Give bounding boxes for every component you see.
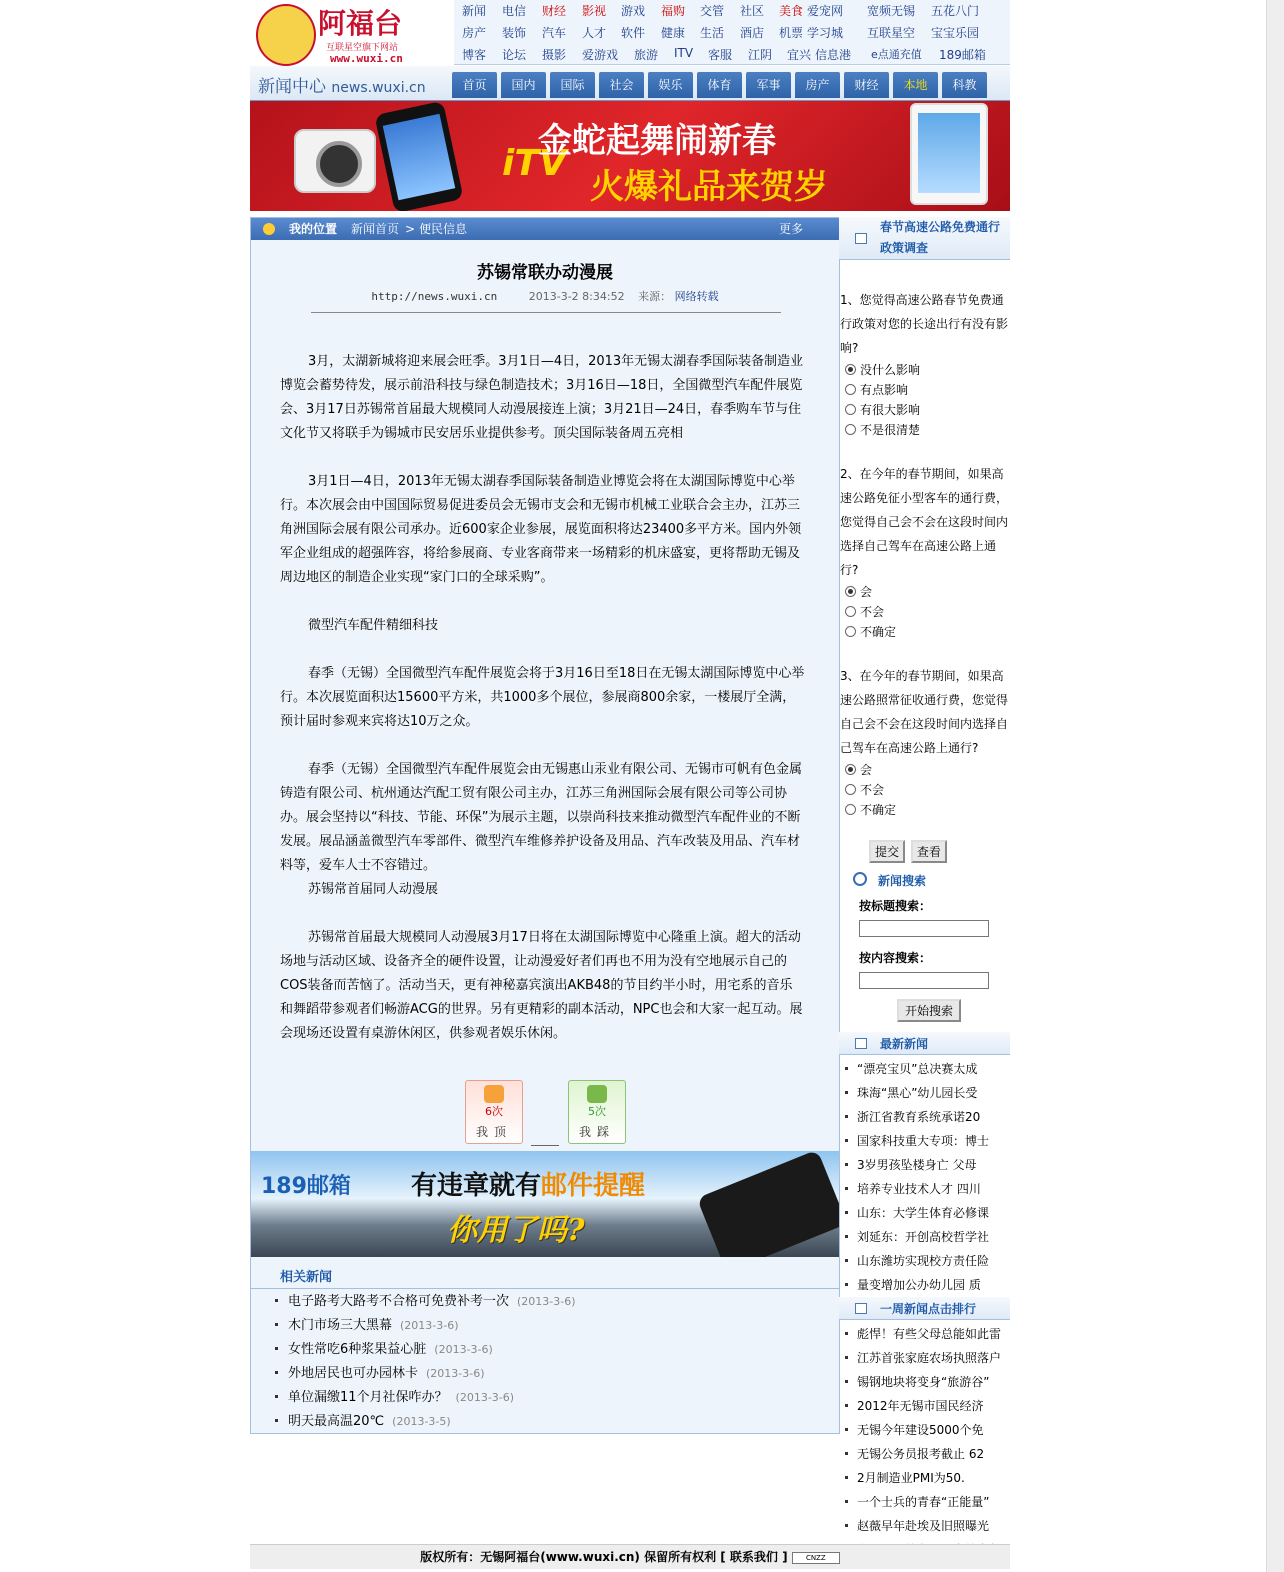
related-date: (2013-3-5)	[392, 1415, 451, 1428]
tab-domestic[interactable]: 国内	[501, 72, 546, 98]
top-links-panel	[454, 0, 1010, 65]
ad-line-1-a: 有违章就有	[411, 1171, 542, 1201]
logo-text: 阿福台	[318, 7, 403, 40]
search-header	[839, 869, 1010, 891]
poll-option[interactable]	[839, 602, 1010, 622]
poll-option-label: 不确定	[860, 803, 897, 817]
site-footer	[250, 1544, 1010, 1569]
list-item[interactable]	[273, 1290, 833, 1314]
article-paragraph: 3月，太湖新城将迎来展会旺季。3月1日—4日，2013年无锡太湖春季国际装备制造业博览会蓄势待发，展示前沿科技与绿色制造技术；3月16日—18日，全国微型汽车配件展览会、3月17日苏锡常首届最大规模同人动漫展接连上演；3月21日—24日，春季购车节与住文化节又将联手为锡城市民安居乐业提供参考。顶尖国际装备周五亮相	[280, 354, 804, 441]
news-link[interactable]: 国家科技重大专项：博士	[857, 1134, 990, 1148]
top-links-row-1	[454, 2, 991, 24]
related-title[interactable]: 木门市场三大黑幕	[288, 1318, 393, 1333]
article-subheading: 苏锡常首届同人动漫展	[308, 882, 439, 897]
poll-option-label: 不确定	[860, 625, 897, 639]
channel-tabs	[452, 72, 991, 98]
bullet-icon	[845, 1235, 848, 1238]
latest-news-title: 最新新闻	[880, 1037, 929, 1051]
radio-checked-icon[interactable]	[845, 764, 856, 775]
bullet-icon	[845, 1211, 848, 1214]
tab-local[interactable]: 本地	[893, 72, 938, 98]
related-news-list	[273, 1290, 833, 1434]
list-item[interactable]	[273, 1362, 833, 1386]
search-content-input[interactable]	[859, 972, 989, 989]
poll-option[interactable]	[839, 380, 1010, 400]
related-news-header	[251, 1262, 839, 1289]
top-links-row-3	[454, 46, 999, 68]
tab-society[interactable]: 社会	[599, 72, 644, 98]
tab-sports[interactable]: 体育	[697, 72, 742, 98]
vote-divider	[531, 1145, 559, 1146]
top-link[interactable]: 爱宠网	[807, 4, 844, 18]
news-link[interactable]: 山东：大学生体育必修课	[857, 1206, 990, 1220]
top-link[interactable]: 客服	[708, 48, 733, 62]
bullet-icon	[275, 1395, 278, 1398]
search-title: 新闻搜索	[878, 874, 927, 888]
bullet-icon	[845, 1380, 848, 1383]
radio-icon[interactable]	[845, 606, 856, 617]
list-item[interactable]	[839, 1394, 1010, 1418]
breadcrumb-current-link[interactable]: 便民信息	[419, 222, 468, 236]
search-title-input[interactable]	[859, 920, 989, 937]
top-links-row-2	[454, 24, 991, 46]
poll-buttons	[839, 840, 1010, 863]
top-link[interactable]: 美食	[779, 4, 804, 18]
article-meta	[251, 288, 839, 304]
top-link[interactable]: 互联星空	[867, 26, 916, 40]
poll-submit-button[interactable]: 提交	[869, 840, 905, 863]
vote-up-count: 6次	[485, 1105, 503, 1118]
tab-home[interactable]: 首页	[452, 72, 497, 98]
list-item[interactable]	[839, 1177, 1010, 1201]
window-scrollbar[interactable]	[1266, 0, 1284, 1572]
radio-checked-icon[interactable]	[845, 364, 856, 375]
bullet-icon	[845, 1452, 848, 1455]
related-news-title: 相关新闻	[280, 1270, 333, 1285]
top-link[interactable]: 福购	[661, 4, 686, 18]
ad-line-2: 你用了吗?	[447, 1213, 585, 1248]
ad-line-1	[411, 1165, 645, 1202]
top-link[interactable]: 人才	[582, 26, 607, 40]
news-link[interactable]: 浙江省教育系统承诺20	[857, 1110, 981, 1124]
bullet-icon	[275, 1371, 278, 1374]
tab-entertainment[interactable]: 娱乐	[648, 72, 693, 98]
poll-option[interactable]	[839, 760, 1010, 780]
news-link[interactable]: “漂亮宝贝”总决赛太成	[857, 1062, 978, 1076]
radio-icon[interactable]	[845, 784, 856, 795]
article-source[interactable]: 网络转载	[674, 290, 719, 303]
logo-slogan: 互联星空旗下网站	[326, 43, 399, 53]
radio-icon[interactable]	[845, 424, 856, 435]
search-by-content-label: 按内容搜索：	[859, 951, 932, 965]
list-item[interactable]	[839, 1057, 1010, 1081]
list-item[interactable]	[839, 1466, 1010, 1490]
poll-option-label: 会	[860, 585, 873, 599]
poll-option[interactable]	[839, 800, 1010, 820]
site-logo[interactable]	[250, 0, 450, 66]
top-link[interactable]: 宽频无锡	[867, 4, 916, 18]
related-date: (2013-3-6)	[455, 1391, 515, 1404]
tablet-icon	[910, 103, 988, 205]
bullet-icon	[845, 1283, 848, 1286]
news-link[interactable]: 江苏首张家庭农场执照落户	[857, 1351, 1002, 1365]
latest-news-list	[839, 1055, 1010, 1297]
article-date: 2013-3-2 8:34:52	[528, 290, 625, 303]
poll-option[interactable]	[839, 582, 1010, 602]
article-paragraph: 3月1日—4日，2013年无锡太湖春季国际装备制造业博览会将在太湖国际博览中心举行。本次展会由中国国际贸易促进委员会无锡市支会和无锡市机械工业联合会主办，江苏三角洲国际会展有限公司承办。近600家企业参展，展览面积将达23400多平方米。国内外领军企业组成的超强阵容，将给参展商、专业客商带来一场精彩的机床盛宴，更将帮助无锡及周边地区的制造企业实现“家门口的全球采购”。	[280, 474, 802, 585]
vote-up-button[interactable]	[465, 1080, 523, 1144]
article-title: 苏锡常联办动漫展	[477, 263, 613, 283]
article-paragraph: 苏锡常首届最大规模同人动漫展3月17日将在太湖国际博览中心隆重上演。超大的活动场地与活动区域、设备齐全的硬件设置，让动漫爱好者们再也不用为没有空地展示自己的COS装备而苦恼了。活动当天，更有神秘嘉宾演出AKB48的节目约半小时，用宅系的音乐和舞蹈带参观者们畅游ACG的世界。另有更精彩的副本活动，NPC也会和大家一起互动。展会现场还设置有桌游休闲区，供参观者娱乐休闲。	[280, 930, 803, 1041]
bullet-icon	[845, 1163, 848, 1166]
top-link[interactable]: 财经	[542, 4, 567, 18]
radio-icon[interactable]	[845, 384, 856, 395]
news-link[interactable]: 赵薇早年赴埃及旧照曝光	[857, 1519, 990, 1533]
poll-header	[839, 217, 1010, 260]
list-item[interactable]	[839, 1225, 1010, 1249]
list-item[interactable]	[839, 1514, 1010, 1538]
top-link[interactable]: 五花八门	[931, 4, 980, 18]
bullet-icon	[845, 1067, 848, 1070]
tab-military[interactable]: 军事	[746, 72, 791, 98]
bullet-icon	[845, 1428, 848, 1431]
bullet-icon	[275, 1299, 278, 1302]
camera-icon	[294, 129, 376, 193]
top-link[interactable]: 摄影	[542, 48, 567, 62]
article-site-url: http://news.wuxi.cn	[371, 290, 498, 303]
window-icon	[855, 1303, 867, 1314]
list-item[interactable]	[839, 1153, 1010, 1177]
top-link[interactable]: 装饰	[502, 26, 527, 40]
title-divider	[311, 312, 781, 313]
poll-option-label: 没什么影响	[860, 363, 921, 377]
top-link[interactable]: e点通充值	[871, 48, 922, 61]
news-link[interactable]: 刘延东：开创高校哲学社	[857, 1230, 990, 1244]
news-link[interactable]: 彪悍！有些父母总能如此雷	[857, 1327, 1002, 1341]
top-link[interactable]: 影视	[582, 4, 607, 18]
related-title[interactable]: 外地居民也可办园林卡	[288, 1366, 419, 1381]
bullet-icon	[845, 1500, 848, 1503]
poll-option[interactable]	[839, 420, 1010, 440]
weekly-rank-title: 一周新闻点击排行	[880, 1302, 977, 1316]
breadcrumb-separator: >	[405, 222, 416, 236]
top-link[interactable]: 旅游	[634, 48, 659, 62]
related-title[interactable]: 单位漏缴11个月社保咋办？	[288, 1390, 448, 1405]
tab-international[interactable]: 国际	[550, 72, 595, 98]
poll-option-label: 有很大影响	[860, 403, 921, 417]
news-link[interactable]: 无锡今年建设5000个免	[857, 1423, 984, 1437]
related-title[interactable]: 电子路考大路考不合格可免费补考一次	[288, 1294, 510, 1309]
window-icon	[855, 1038, 867, 1049]
banner-subline: 火爆礼品来贺岁	[590, 167, 828, 207]
poll-option[interactable]	[839, 780, 1010, 800]
news-link[interactable]: 珠海“黑心”幼儿园长受	[857, 1086, 978, 1100]
top-link[interactable]: 交管	[700, 4, 725, 18]
bullet-icon	[845, 1332, 848, 1335]
top-link[interactable]: 社区	[740, 4, 765, 18]
promo-banner[interactable]	[250, 101, 1010, 211]
cnzz-counter-badge[interactable]: CNZZ	[792, 1552, 840, 1564]
vote-down-label: 我踩	[578, 1125, 615, 1139]
top-link[interactable]: 汽车	[542, 26, 567, 40]
ad-line-1-b: 邮件提醒	[541, 1171, 646, 1201]
article-paragraph: 春季（无锡）全国微型汽车配件展览会由无锡惠山汞业有限公司、无锡市可帆有色金属铸造有限公司、杭州通达汽配工贸有限公司主办，江苏三角洲国际会展有限公司等公司协办。展会坚持以“科技、节能、环保”为展示主题，以崇尚科技来推动微型汽车配件业的不断发展。展品涵盖微型汽车零部件、微型汽车维修养护设备及用品、汽车改装及用品、汽车材料等，爱车人士不容错过。	[280, 762, 803, 873]
related-title[interactable]: 女性常吃6种浆果益心脏	[288, 1342, 427, 1357]
thumbs-down-icon	[587, 1085, 607, 1103]
news-link[interactable]: 2012年无锡市国民经济	[857, 1399, 984, 1413]
poll-option-label: 不会	[860, 605, 885, 619]
window-icon	[855, 233, 867, 244]
poll-option-label: 会	[860, 763, 873, 777]
list-item[interactable]	[839, 1081, 1010, 1105]
sidebar	[839, 217, 1010, 1562]
article-source-label: 来源：	[638, 290, 672, 303]
bullet-icon	[845, 1187, 848, 1190]
top-link[interactable]: 江阴	[748, 48, 773, 62]
bullet-icon	[845, 1524, 848, 1527]
list-item[interactable]	[273, 1314, 833, 1338]
mascot-icon	[256, 4, 316, 66]
top-link[interactable]: 宝宝乐园	[931, 26, 980, 40]
site-name: 新闻中心	[258, 77, 326, 97]
search-submit-button[interactable]: 开始搜索	[897, 999, 961, 1022]
location-icon	[263, 223, 275, 235]
poll-option-label: 有点影响	[860, 383, 909, 397]
bullet-icon	[275, 1347, 278, 1350]
poll-view-button[interactable]: 查看	[911, 840, 947, 863]
mail-189-logo: 189邮箱	[261, 1174, 351, 1199]
article-panel	[250, 217, 840, 1434]
list-item[interactable]	[839, 1346, 1010, 1370]
banner-headline: 金蛇起舞闹新春	[538, 121, 776, 161]
bullet-icon	[275, 1323, 278, 1326]
top-link[interactable]: 宜兴	[787, 48, 812, 62]
top-link[interactable]: 软件	[621, 26, 646, 40]
thumbs-up-icon	[484, 1085, 504, 1103]
vote-down-button[interactable]	[568, 1080, 626, 1144]
related-date: (2013-3-6)	[517, 1295, 576, 1308]
top-link[interactable]: 生活	[700, 26, 725, 40]
news-link[interactable]: 无锡公务员报考截止 62	[857, 1447, 985, 1461]
list-item[interactable]	[839, 1105, 1010, 1129]
list-item[interactable]	[839, 1273, 1010, 1297]
news-link[interactable]: 2月制造业PMI为50.	[857, 1471, 965, 1485]
top-link[interactable]: 博客	[462, 48, 487, 62]
top-link[interactable]: 论坛	[502, 48, 527, 62]
top-link[interactable]: 新闻	[462, 4, 487, 18]
poll-option-label: 不会	[860, 783, 885, 797]
radio-checked-icon[interactable]	[845, 586, 856, 597]
tab-realestate[interactable]: 房产	[795, 72, 840, 98]
top-link[interactable]: 学习城	[807, 26, 844, 40]
related-date: (2013-3-6)	[400, 1319, 459, 1332]
search-icon	[853, 872, 867, 886]
radio-icon[interactable]	[845, 626, 856, 637]
top-link[interactable]: 游戏	[621, 4, 646, 18]
itv-logo: iTV	[502, 143, 567, 184]
article-body	[280, 350, 805, 1070]
channel-nav	[250, 66, 1010, 102]
news-link[interactable]: 山东潍坊实现校方责任险	[857, 1254, 990, 1268]
breadcrumb	[251, 218, 839, 240]
poll-option[interactable]	[839, 400, 1010, 420]
news-link[interactable]: 量变增加公办幼儿园 质	[857, 1278, 981, 1292]
poll-option[interactable]	[839, 360, 1010, 380]
breadcrumb-home-link[interactable]: 新闻首页	[351, 222, 400, 236]
list-item[interactable]	[273, 1386, 833, 1410]
bullet-icon	[275, 1419, 278, 1422]
vote-down-count: 5次	[588, 1105, 606, 1118]
list-item[interactable]	[839, 1370, 1010, 1394]
article-subheading: 微型汽车配件精细科技	[308, 618, 439, 633]
smartphone-icon	[374, 101, 463, 211]
search-by-title-label: 按标题搜索：	[859, 899, 932, 913]
bullet-icon	[845, 1139, 848, 1142]
news-center-title[interactable]	[258, 72, 426, 97]
top-link[interactable]: 信息港	[815, 48, 852, 62]
bullet-icon	[845, 1356, 848, 1359]
list-item[interactable]	[273, 1410, 833, 1434]
phone-icon	[697, 1151, 839, 1257]
mail-189-ad[interactable]	[251, 1151, 839, 1257]
poll-question: 1、您觉得高速公路春节免费通行政策对您的长途出行有没有影响?	[840, 293, 1009, 355]
weekly-rank-list	[839, 1320, 1010, 1562]
list-item[interactable]	[839, 1418, 1010, 1442]
bullet-icon	[845, 1115, 848, 1118]
list-item[interactable]	[839, 1490, 1010, 1514]
radio-icon[interactable]	[845, 804, 856, 815]
bullet-icon	[845, 1259, 848, 1262]
poll-question: 2、在今年的春节期间，如果高速公路免征小型客车的通行费，您觉得自己会不会在这段时间内选择自己驾车在高速公路上通行?	[840, 467, 1009, 577]
list-item[interactable]	[839, 1442, 1010, 1466]
top-link[interactable]: 189邮箱	[939, 48, 986, 62]
bullet-icon	[845, 1404, 848, 1407]
site-domain: news.wuxi.cn	[331, 80, 426, 96]
poll-option-label: 不是很清楚	[860, 423, 921, 437]
list-item[interactable]	[839, 1201, 1010, 1225]
news-link[interactable]: 培养专业技术人才 四川	[857, 1182, 981, 1196]
top-link[interactable]: 酒店	[740, 26, 765, 40]
logo-url: www.wuxi.cn	[330, 52, 403, 65]
top-link[interactable]: 机票	[779, 26, 804, 40]
top-link[interactable]: 健康	[661, 26, 686, 40]
news-link[interactable]: 一个士兵的青春“正能量”	[857, 1495, 990, 1509]
list-item[interactable]	[839, 1129, 1010, 1153]
top-link[interactable]: 电信	[502, 4, 527, 18]
top-link[interactable]: 爱游戏	[582, 48, 619, 62]
list-item[interactable]	[273, 1338, 833, 1362]
poll-title: 春节高速公路免费通行政策调查	[880, 220, 1001, 255]
poll-option[interactable]	[839, 622, 1010, 642]
more-link[interactable]: 更多	[779, 222, 804, 236]
related-date: (2013-3-6)	[434, 1343, 493, 1356]
poll-question: 3、在今年的春节期间，如果高速公路照常征收通行费，您觉得自己会不会在这段时间内选择自己驾车在高速公路上通行?	[840, 669, 1009, 755]
bullet-icon	[845, 1476, 848, 1479]
breadcrumb-label: 我的位置	[289, 222, 338, 236]
top-link[interactable]: ITV	[674, 46, 694, 60]
vote-up-label: 我顶	[475, 1125, 512, 1139]
latest-news-header	[839, 1032, 1010, 1055]
news-link[interactable]: 3岁男孩坠楼身亡 父母	[857, 1158, 977, 1172]
related-date: (2013-3-6)	[426, 1367, 485, 1380]
weekly-rank-header	[839, 1297, 1010, 1320]
article-paragraph: 春季（无锡）全国微型汽车配件展览会将于3月16日至18日在无锡太湖国际博览中心举行。本次展览面积达15600平方米，共1000多个展位，参展商800余家，一楼展厅全满，预计届时参观来宾将达10万之众。	[280, 666, 805, 729]
tab-finance[interactable]: 财经	[844, 72, 889, 98]
copyright-text[interactable]: 版权所有：无锡阿福台(www.wuxi.cn) 保留所有权利 [ 联系我们 ]	[420, 1550, 788, 1564]
radio-icon[interactable]	[845, 404, 856, 415]
tab-science-edu[interactable]: 科教	[942, 72, 987, 98]
top-link[interactable]: 房产	[462, 26, 487, 40]
bullet-icon	[845, 1091, 848, 1094]
news-link[interactable]: 锡钢地块将变身“旅游谷”	[857, 1375, 990, 1389]
related-title[interactable]: 明天最高温20℃	[288, 1414, 385, 1429]
list-item[interactable]	[839, 1249, 1010, 1273]
list-item[interactable]	[839, 1322, 1010, 1346]
